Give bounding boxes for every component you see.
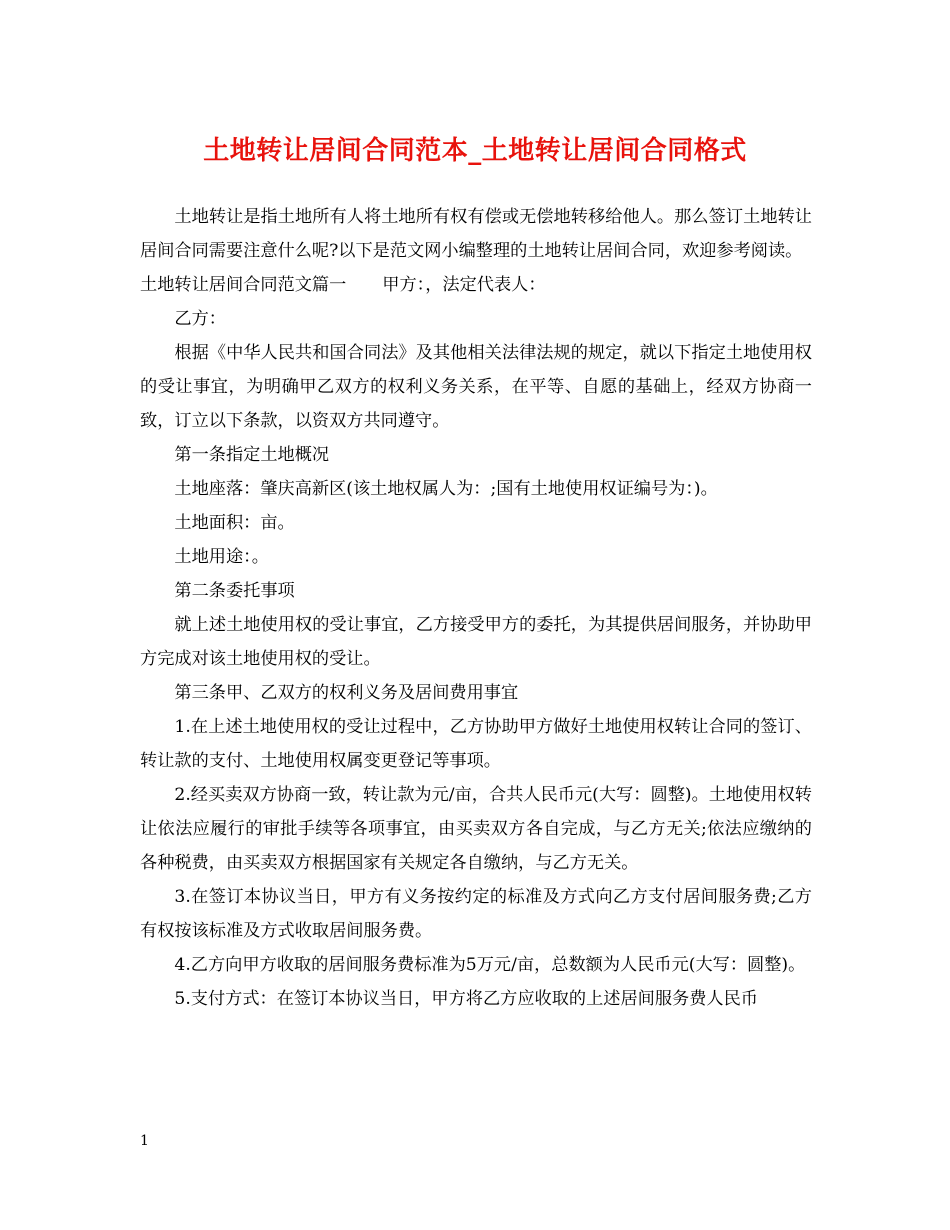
land-use-line: 土地用途：。 [174, 547, 269, 567]
article3-heading: 第三条甲、乙双方的权利义务及居间费用事宜 [174, 683, 519, 703]
document-title: 土地转让居间合同范本_土地转让居间合同格式 [203, 136, 747, 166]
article3-item-5: 5.支付方式：在签订本协议当日，甲方将乙方应收取的上述居间服务费人民币 [174, 989, 758, 1009]
article3-item-2: 2.经买卖双方协商一致，转让款为元/亩，合共人民币元(大写：圆整)。土地使用权转让依法应履行的审批手续等各项事宜，由买卖双方各自完成，与乙方无关;依法应缴纳的各种税费，由买卖双方根据国家有关规定各自缴纳，与乙方无关。 [140, 785, 812, 873]
page-number: 1 [140, 1133, 149, 1149]
section-heading: 土地转让居间合同范文篇一 [140, 275, 347, 295]
article1-heading: 第一条指定土地概况 [174, 445, 330, 465]
intro-paragraph: 土地转让是指土地所有人将土地所有权有偿或无偿地转移给他人。那么签订土地转让居间合同需要注意什么呢?以下是范文网小编整理的土地转让居间合同，欢迎参考阅读。 [140, 207, 812, 261]
heading-and-party-a-line [140, 268, 812, 302]
land-area-line: 土地面积：亩。 [174, 513, 295, 533]
party-a-line: 甲方：，法定代表人： [382, 275, 546, 295]
preamble-paragraph: 根据《中华人民共和国合同法》及其他相关法律法规的规定，就以下指定土地使用权的受让事宜，为明确甲乙双方的权利义务关系，在平等、自愿的基础上，经双方协商一致，订立以下条款，以资双方共同遵守。 [140, 343, 812, 431]
article2-paragraph: 就上述土地使用权的受让事宜，乙方接受甲方的委托，为其提供居间服务，并协助甲方完成对该土地使用权的受让。 [140, 615, 812, 669]
land-location-line: 土地座落：肇庆高新区(该土地权属人为：;国有土地使用权证编号为：)。 [174, 479, 718, 499]
article2-heading: 第二条委托事项 [174, 581, 295, 601]
article3-item-4: 4.乙方向甲方收取的居间服务费标准为5万元/亩，总数额为人民币元(大写：圆整)。 [174, 955, 806, 975]
document-body [140, 200, 812, 1016]
party-b-line: 乙方： [174, 309, 226, 329]
article3-item-1: 1.在上述土地使用权的受让过程中，乙方协助甲方做好土地使用权转让合同的签订、转让款的支付、土地使用权属变更登记等事项。 [140, 717, 812, 771]
article3-item-3: 3.在签订本协议当日，甲方有义务按约定的标准及方式向乙方支付居间服务费;乙方有权按该标准及方式收取居间服务费。 [140, 887, 812, 941]
